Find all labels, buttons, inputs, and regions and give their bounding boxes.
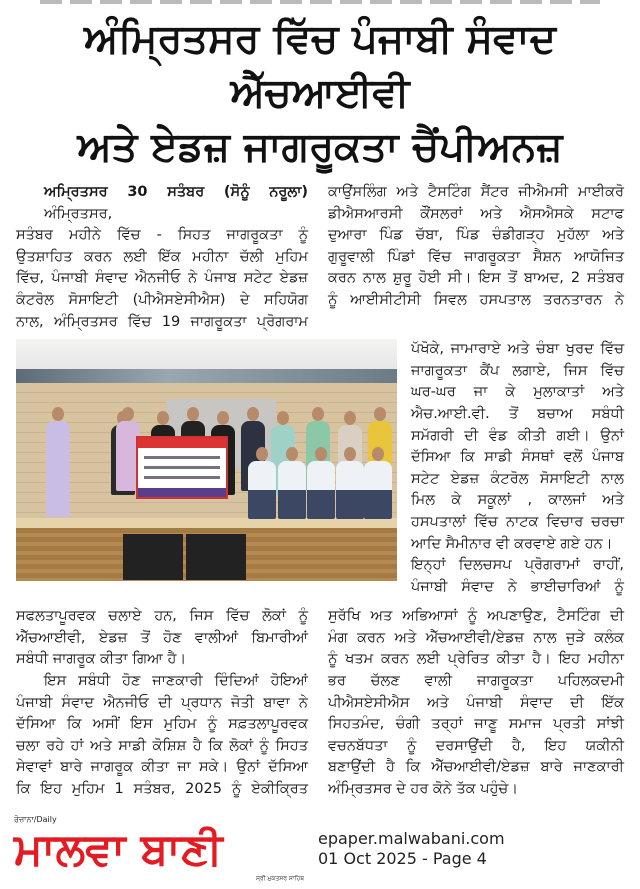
person-kneeling (364, 461, 392, 519)
text-line: ਮਿਲ ਕੇ ਸਕੂਲਾਂ , ਕਾਲਜਾਂ ਅਤੇ (411, 492, 624, 509)
text-line: ਸਤੰਬਰ ਮਹੀਨੇ ਵਿੱਚ - ਸਿਹਤ ਜਾਗਰੂਕਤਾ ਨੂੰ (16, 227, 308, 244)
text-line: ਐੱਚਆਈਵੀ, ਏਡਜ਼ ਤੋਂ ਹੋਣ ਵਾਲੀਆਂ ਬਿਮਾਰੀਆਂ (16, 629, 308, 646)
text-line: ਦੁਆਰਾ ਪਿੰਡ ਚੱਬਾ, ਪਿੰਡ ਚੰਡੀਗੜ੍ਹ ਮੁਹੱਲਾ ਅਤੇ (328, 227, 624, 244)
photo-stage (16, 518, 397, 528)
text-line: ਸਿਹਤਮੰਦ, ਚੰਗੀ ਤਰ੍ਹਾਂ ਜਾਣੂ ਸਮਾਜ ਪ੍ਰਤੀ ਸਾਂਝੀ (328, 716, 624, 733)
footer (0, 801, 640, 889)
text-line: ਸਬੰਧੀ ਜਾਗਰੂਕ ਕੀਤਾ ਗਿਆ ਹੈ। (16, 651, 187, 668)
text-line: ਨੂੰ ਖਤਮ ਕਰਨ ਲਈ ਪ੍ਰੇਰਿਤ ਕੀਤਾ ਹੈ। ਇਹ ਮਹੀਨਾ (328, 651, 624, 668)
text-line: ਵਚਨਬੱਧਤਾ ਨੂੰ ਦਰਸਾਉਂਦੀ ਹੈ, ਇਹ ਯਕੀਨੀ (328, 737, 624, 754)
left-column-bottom (16, 606, 308, 800)
person-kneeling (248, 461, 276, 519)
text-line: ਗੁਰੂਵਾਲੀ ਪਿੰਡਾਂ ਵਿੱਚ ਜਾਗਰੂਕਤਾ ਸੈਸ਼ਨ ਆਯੋਜਿਤ (328, 248, 624, 265)
headline-line-1: ਅੰਮ੍ਰਿਤਸਰ ਵਿੱਚ ਪੰਜਾਬੀ ਸੰਵਾਦ ਐੱਚਆਈਵੀ (83, 16, 557, 116)
dateline: ਅਮ੍ਰਿਤਸਰ 30 ਸਤੰਬਰ (ਸੋਨੂੰ ਨਰੂਲਾ) (44, 184, 308, 200)
text-line: ਹਸਪਤਾਲਾਂ ਵਿੱਚ ਨਾਟਕ ਵਿਚਾਰ ਚਰਚਾ (411, 513, 624, 530)
text-line: ਦੱਸਿਆ ਕਿ ਸਾਡੀ ਸੰਸਥਾਂ ਵਲੋਂ ਪੰਜਾਬ (411, 449, 624, 466)
cropped-previous-text (40, 0, 600, 4)
epaper-url[interactable]: epaper.malwabani.com (318, 828, 505, 848)
text-line: ਸਮੱਗਰੀ ਦੀ ਵੰਡ ਕੀਤੀ ਗਈ। ਉਨਾਂ (411, 427, 624, 444)
text-line: ਸਟੇਟ ਏਡਜ਼ ਕੰਟਰੋਲ ਸੋਸਾਇਟੀ ਨਾਲ (411, 470, 624, 487)
text-line: ਇਨ੍ਹਾਂ ਦਿਲਚਸਪ ਪ੍ਰੋਗਰਾਮਾਂ ਰਾਹੀਂ, (411, 557, 624, 574)
text-line: ਪੰਜਾਬੀ ਸੰਵਾਦ ਐਨਜੀਓ ਦੀ ਪ੍ਰਧਾਨ ਜੋਤੀ ਬਾਵਾ ਨੇ (16, 694, 308, 711)
article-photo-row (0, 339, 640, 598)
person-standing (46, 421, 70, 517)
text-line: ਨਾਲ, ਅੰਮ੍ਰਿਤਸਰ ਵਿੱਚ 19 ਜਾਗਰੂਕਤਾ ਪ੍ਰੋਗਰਾਮ (16, 313, 308, 330)
event-photo (16, 339, 397, 581)
masthead-block (14, 815, 304, 883)
text-line: ਚਲਾ ਰਹੇ ਹਾਂ ਅਤੇ ਸਾਡੀ ਕੋਸ਼ਿਸ਼ ਹੈ ਕਿ ਲੋਕਾਂ ਨੂੰ ਸਿਹਤ (16, 737, 308, 754)
masthead-logo: ਮਾਲਵਾ ਬਾਣੀ (14, 823, 223, 875)
text-line: ਸੇਵਾਵਾਂ ਬਾਰੇ ਜਾਗਰੂਕ ਕੀਤਾ ਜਾ ਸਕੇ। ਉਨਾਂ ਦੱਸਿਆ (16, 759, 308, 776)
text-line (16, 182, 308, 225)
person-kneeling (307, 461, 335, 519)
right-column-beside-photo (411, 339, 624, 598)
text-line: ਉਤਸ਼ਾਹਿਤ ਕਰਨ ਲਈ ਇੱਕ ਮਹੀਨਾ ਚੱਲੀ ਮੁਹਿਮ (16, 248, 308, 265)
text-line: ਕੰਟਰੋਲ ਸੋਸਾਇਟੀ (ਪੀਐਸਏਸੀਐਸ) ਦੇ ਸਹਿਯੋਗ (16, 291, 308, 308)
text-line: ਅੰਮ੍ਰਿਤਸਰ ਦੇ ਹਰ ਕੋਨੇ ਤੱਕ ਪਹੁੰਚੇ। (328, 781, 519, 798)
person-kneeling (278, 461, 306, 519)
text-line: ਡੀਐਸਆਰਸੀ ਕੌਂਸਲਰਾਂ ਅਤੇ ਐਸਐਸਕੇ ਸਟਾਫ (328, 205, 624, 222)
right-column-top (328, 182, 624, 333)
text-line: ਕਾਉਂਸਲਿੰਗ ਅਤੇ ਟੈਸਟਿੰਗ ਸੈਂਟਰ ਜੀਐਮਸੀ ਮਾਈਕਰੋ (328, 184, 624, 200)
headline-line-2: ਅਤੇ ਏਡਜ਼ ਜਾਗਰੂਕਤਾ ਚੈਂਪੀਅਨਜ਼ (77, 124, 563, 170)
photo-banner (136, 436, 228, 499)
text-line: ਆਦਿ ਸੈਮੀਨਾਰ ਵੀ ਕਰਵਾਏ ਗਏ ਹਨ। (411, 535, 613, 552)
text-line: ਪੱਖੋਕੇ, ਜਾਮਾਰਾਏ ਅਤੇ ਚੰਬਾ ਖੁਰਦ ਵਿੱਚ (411, 341, 624, 358)
left-column-top (16, 182, 308, 333)
text-line: ਭਰ ਚੱਲਣ ਵਾਲੀ ਜਾਗਰੂਕਤਾ ਪਹਿਲਕਦਮੀ (328, 673, 624, 690)
text-span: ਅੰਮ੍ਰਿਤਸਰ, (44, 205, 113, 222)
text-line: ਪੀਐਸਏਸੀਐਸ ਅਤੇ ਪੰਜਾਬੀ ਸੰਵਾਦ ਦੀ ਇੱਕ (328, 694, 624, 711)
text-line: ਮੰਗ ਕਰਨ ਅਤੇ ਐੱਚਆਈਵੀ/ਏਡਜ਼ ਨਾਲ ਜੁੜੇ ਕਲੰਕ (328, 629, 624, 646)
text-line: ਸੁਰੱਖਿ ਅਤ ਅਭਿਆਸਾਂ ਨੂੰ ਅਪਣਾਉਣ, ਟੈਸਟਿੰਗ ਦੀ (328, 608, 624, 625)
edition-date-page: 01 Oct 2025 - Page 4 (318, 848, 487, 868)
text-line: ਜਾਗਰੂਕਤਾ ਕੈਂਪ ਲਗਾਏ, ਜਿਸ ਵਿੱਚ (411, 362, 624, 379)
text-line: ਵਿੱਚ, ਪੰਜਾਬੀ ਸੰਵਾਦ ਐਨਜੀਓ ਨੇ ਪੰਜਾਬ ਸਟੇਟ ਏਡਜ਼ (16, 270, 308, 287)
text-line: ਐਚ.ਆਈ.ਵੀ. ਤੋਂ ਬਚਾਅ ਸਬੰਧੀ (411, 405, 624, 422)
text-line: ਨੂੰ ਆਈਸੀਟੀਸੀ ਸਿਵਲ ਹਸਪਤਾਲ ਤਰਨਤਾਰਨ ਨੇ (328, 291, 624, 308)
article-top-row (0, 182, 640, 333)
masthead-tagline: ਸ੍ਰੀ ਮੁਕਤਸਰ ਸਾਹਿਬ (255, 874, 304, 882)
text-line: ਸਫਲਤਾਪੂਰਵਕ ਚਲਾਏ ਹਨ, ਜਿਸ ਵਿੱਚ ਲੋਕਾਂ ਨੂੰ (16, 608, 308, 625)
text-line: ਪੰਜਾਬੀ ਸੰਵਾਦ ਨੇ ਭਾਈਚਾਰਿਆਂ ਨੂੰ (411, 578, 624, 595)
edition-meta (304, 829, 505, 869)
article-bottom-row (0, 606, 640, 800)
speaker-left (123, 534, 183, 580)
right-column-bottom (328, 606, 624, 800)
person-kneeling (336, 461, 364, 519)
photo-ceiling-band (16, 369, 397, 383)
text-line: ਘਰ-ਘਰ ਜਾ ਕੇ ਮੁਲਾਕਾਤਾਂ ਅਤੇ (411, 384, 624, 401)
text-line: ਇਸ ਸਬੰਧੀ ਹੋਣ ਜਾਣਕਾਰੀ ਦਿੰਦਿਆਂ ਹੋਇਆਂ (44, 673, 308, 690)
speaker-right (186, 534, 246, 580)
daily-label: ਰੋਜ਼ਾਨਾ/Daily (14, 814, 57, 824)
text-line: ਕਿ ਇਹ ਮੁਹਿਮ 1 ਸਤੰਬਰ, 2025 ਨੂੰ ਏਕੀਕ੍ਰਿਤ (16, 781, 308, 798)
text-line: ਦੱਸਿਆ ਕਿ ਅਸੀਂ ਇਸ ਮੁਹਿਮ ਨੂੰ ਸਫ਼ਤਲਾਪੂਰਵਕ (16, 716, 308, 733)
text-line: ਬਣਾਉਂਦੀ ਹੈ ਕਿ ਐੱਚਆਈਵੀ/ਏਡਜ਼ ਬਾਰੇ ਜਾਣਕਾਰੀ (328, 759, 624, 776)
text-line: ਕਰਨ ਨਾਲ ਸ਼ੁਰੂ ਹੋਈ ਸੀ। ਇਸ ਤੋਂ ਬਾਅਦ, 2 ਸਤੰਬਰ (328, 270, 624, 287)
